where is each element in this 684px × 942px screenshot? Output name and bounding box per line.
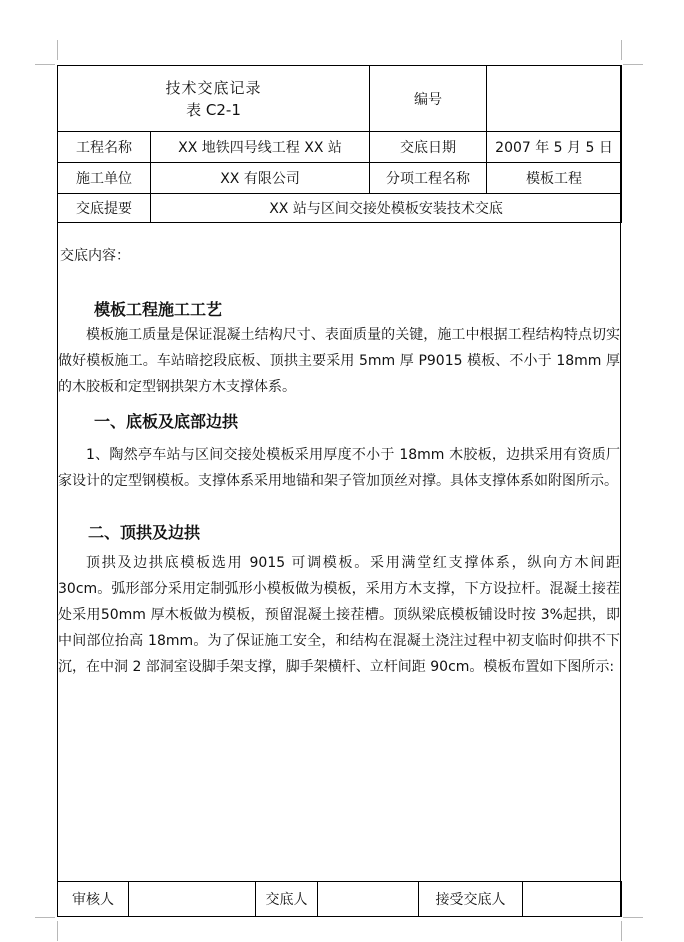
crop-mark xyxy=(621,921,622,941)
form-page xyxy=(57,65,621,917)
receiver-field[interactable] xyxy=(523,882,622,917)
discloser-label: 交底人 xyxy=(256,882,318,917)
section1-paragraph: 1、陶然亭车站与区间交接处模板采用厚度不小于 18mm 木胶板，边拱采用有资质厂家设计的定型钢模板。支撑体系采用地锚和架子管加顶丝对撑。具体支撑体系如附图所示。 xyxy=(58,447,620,489)
section2-title: 二、顶拱及边拱 xyxy=(88,523,201,542)
section1-title: 一、底板及底部边拱 xyxy=(94,412,239,431)
summary-label: 交底提要 xyxy=(58,194,151,223)
crop-mark xyxy=(621,40,622,60)
content-label: 交底内容： xyxy=(60,248,130,264)
crop-mark xyxy=(623,64,643,65)
crop-mark xyxy=(35,917,55,918)
reviewer-field[interactable] xyxy=(129,882,256,917)
receiver-label: 接受交底人 xyxy=(419,882,523,917)
title-line1: 技术交底记录 xyxy=(165,78,262,97)
crop-mark xyxy=(57,921,58,941)
project-name-field[interactable]: XX 地铁四号线工程 XX 站 xyxy=(151,132,370,163)
date-label: 交底日期 xyxy=(370,132,487,163)
crop-mark xyxy=(57,40,58,60)
subproject-label: 分项工程名称 xyxy=(370,163,487,194)
summary-field[interactable]: XX 站与区间交接处模板安装技术交底 xyxy=(151,194,622,223)
subproject-field[interactable]: 模板工程 xyxy=(487,163,622,194)
intro-paragraph: 模板施工质量是保证混凝土结构尺寸、表面质量的关键，施工中根据工程结构特点切实做好模板施工。车站暗挖段底板、顶拱主要采用 5mm 厚 P9015 模板、不小于 18mm 厚的木胶板和定型钢拱架方木支撑体系。 xyxy=(58,327,620,395)
unit-field[interactable]: XX 有限公司 xyxy=(151,163,370,194)
discloser-field[interactable] xyxy=(318,882,419,917)
title-line2: 表 C2-1 xyxy=(186,100,241,119)
date-field[interactable]: 2007 年 5 月 5 日 xyxy=(487,132,622,163)
project-name-label: 工程名称 xyxy=(58,132,151,163)
header-table xyxy=(57,65,622,223)
code-field[interactable] xyxy=(487,66,622,132)
form-title xyxy=(58,66,370,132)
section2-paragraph: 顶拱及边拱底模板选用 9015 可调模板。采用满堂红支撑体系，纵向方木间距 30cm。弧形部分采用定制弧形小模板做为模板，采用方木支撑，下方设拉杆。混凝土接茬处采用50mm 厚木板做为模板，预留混凝土接茬槽。顶纵梁底模板铺设时按 3%起拱，即中间部位抬高 18mm。为了保证施工安全，和结构在混凝土浇注过程中初支临时仰拱不下沉，在中洞 2 部洞室设脚手架支撑，脚手架横杆、立杆间距 90cm。模板布置如下图所示: xyxy=(58,555,620,675)
reviewer-label: 审核人 xyxy=(58,882,129,917)
content-heading: 模板工程施工工艺 xyxy=(94,300,223,319)
crop-mark xyxy=(35,64,55,65)
unit-label: 施工单位 xyxy=(58,163,151,194)
code-label: 编号 xyxy=(370,66,487,132)
signature-table xyxy=(57,881,622,917)
crop-mark xyxy=(623,917,643,918)
